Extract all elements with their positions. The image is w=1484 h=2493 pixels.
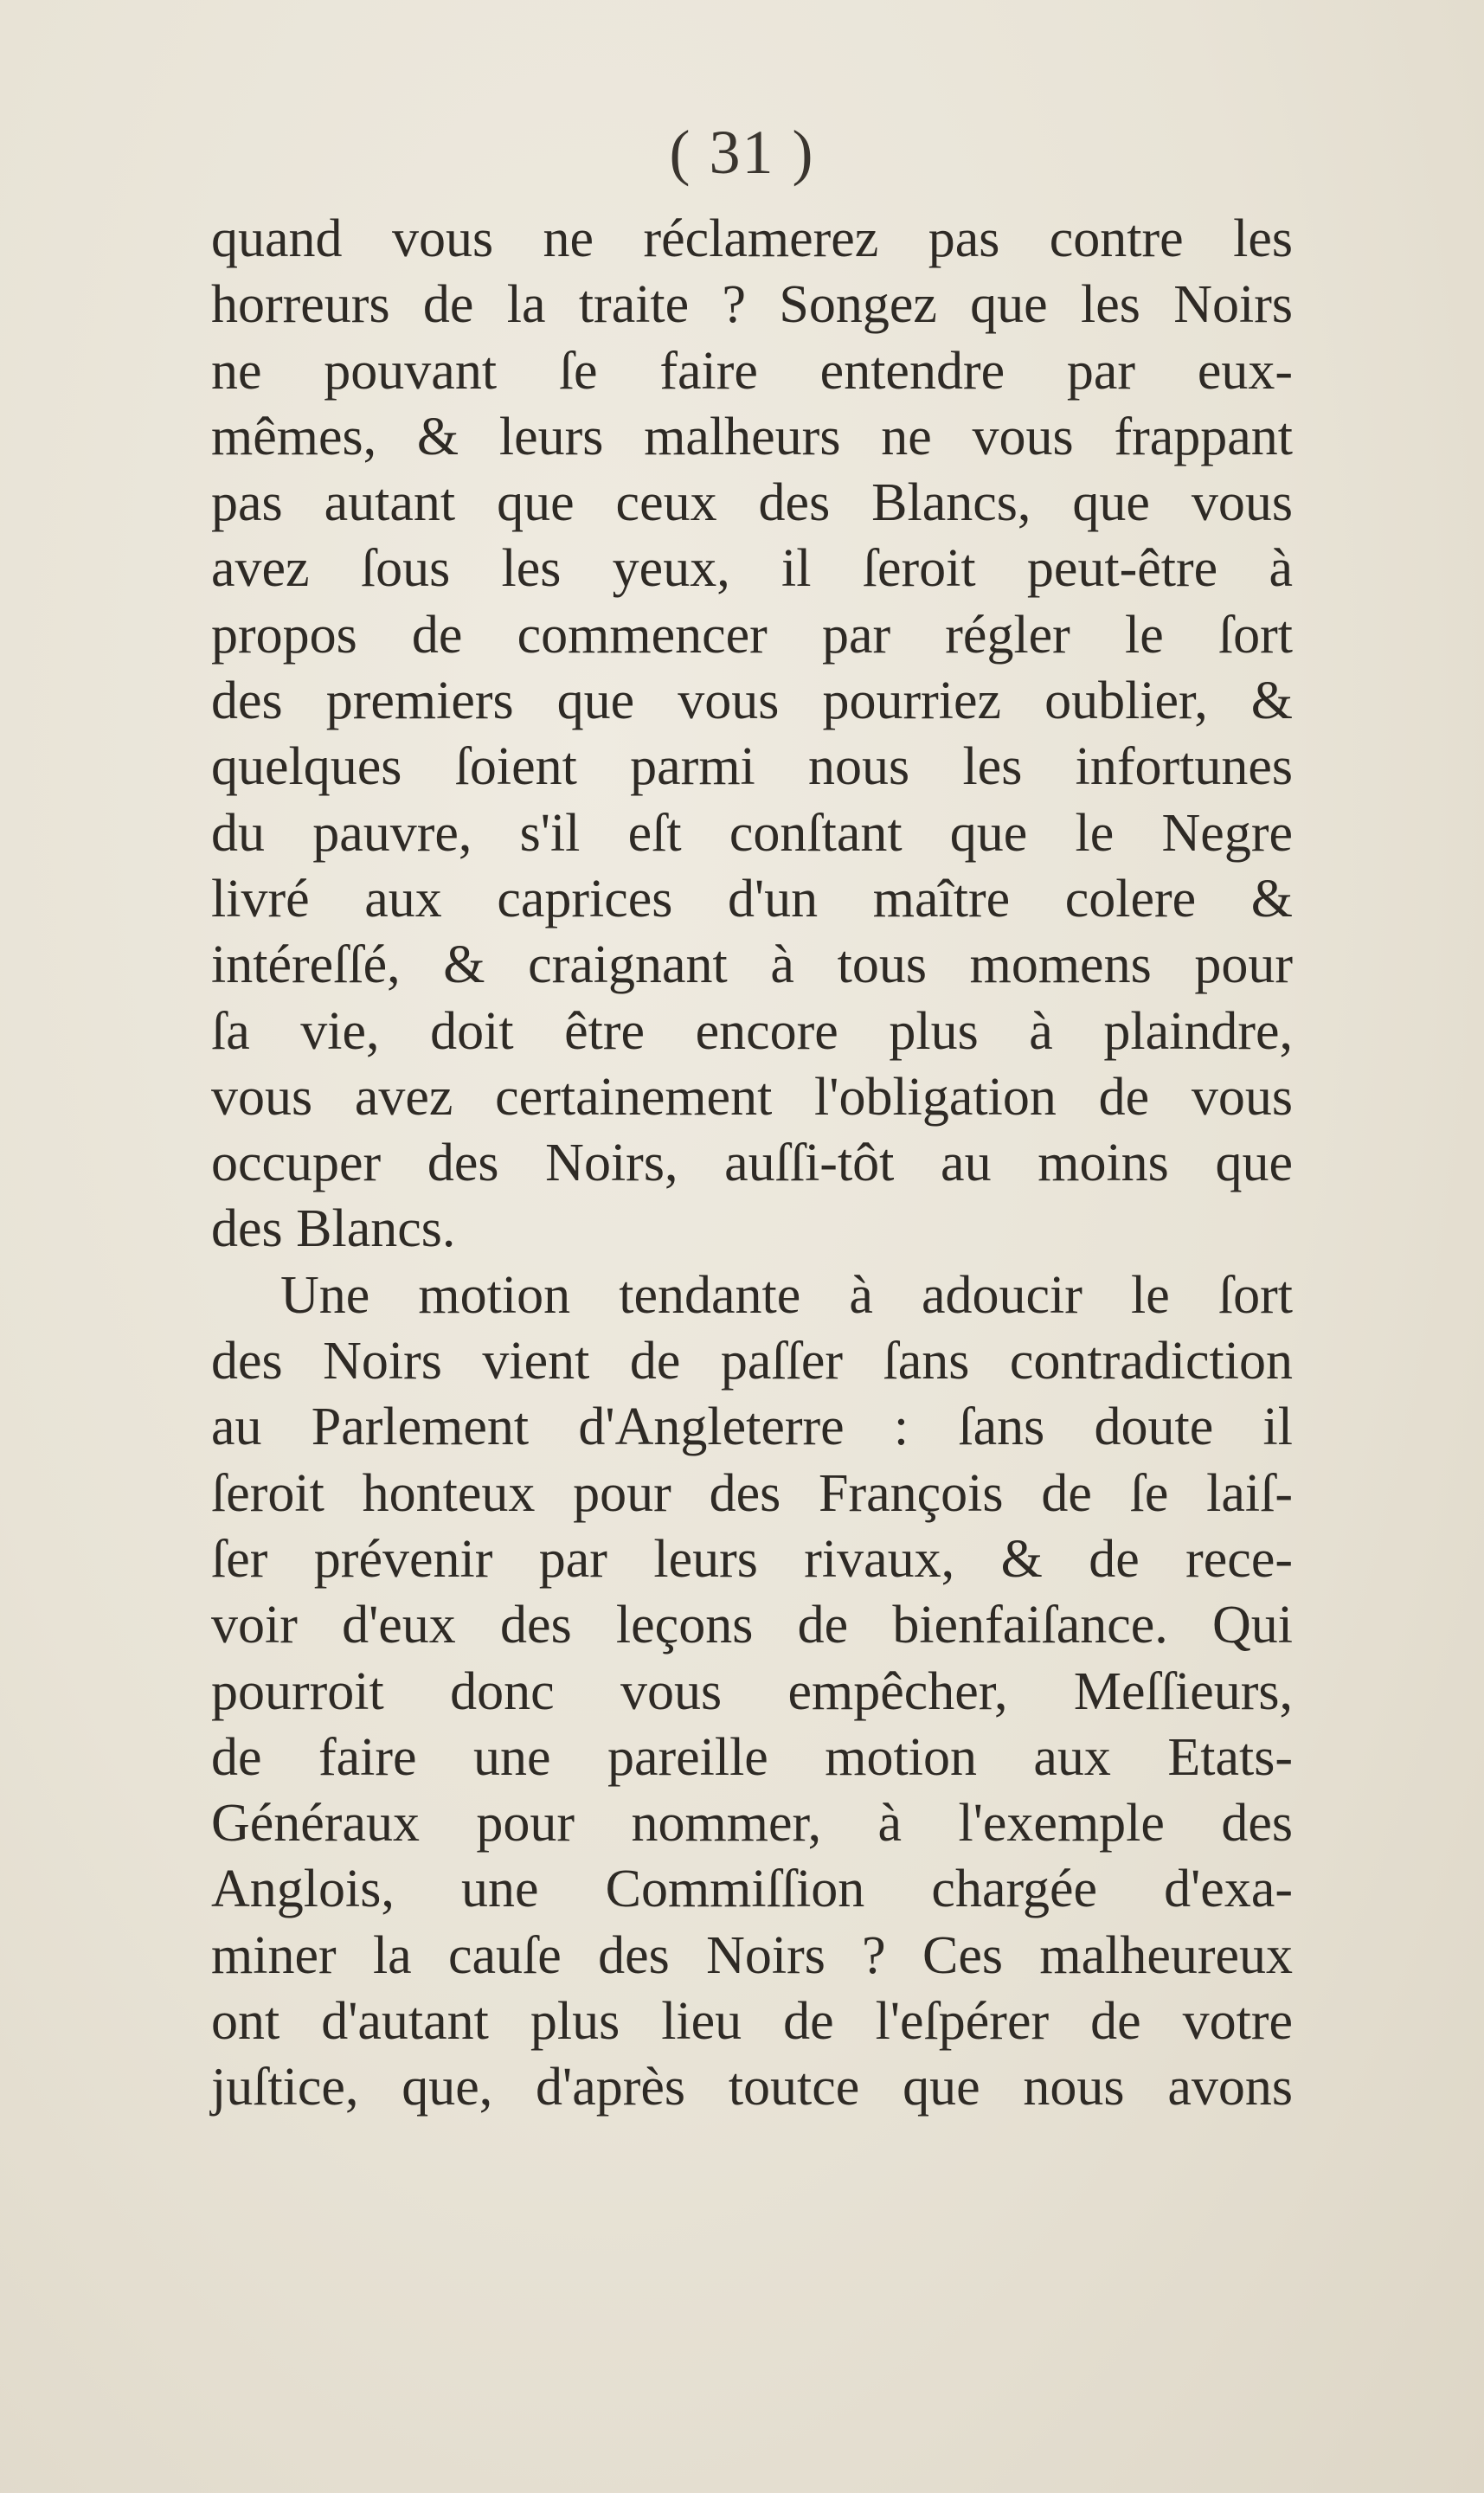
text-line-9: quelques ſoient parmi nous les infortunes xyxy=(211,737,1293,797)
text-line-7: propos de commencer par régler le ſort xyxy=(211,605,1293,665)
text-line-8: des premiers que vous pourriez oublier, & xyxy=(211,671,1293,731)
text-line-17: Une motion tendante à adoucir le ſort xyxy=(280,1265,1293,1325)
text-line-21: ſer prévenir par leurs rivaux, & de rece- xyxy=(211,1529,1293,1589)
text-line-1: quand vous ne réclamerez pas contre les xyxy=(211,209,1293,268)
text-line-18: des Noirs vient de paſſer ſans contradiction xyxy=(211,1332,1293,1391)
text-line-14: vous avez certainement l'obligation de vous xyxy=(211,1067,1293,1127)
text-line-2: horreurs de la traite ? Songez que les Noirs xyxy=(211,275,1293,335)
text-line-27: miner la cauſe des Noirs ? Ces malheureux xyxy=(211,1925,1293,1985)
text-line-5: pas autant que ceux des Blancs, que vous xyxy=(211,473,1293,533)
text-line-26: Anglois, une Commiſſion chargée d'exa- xyxy=(211,1860,1293,1919)
text-line-22: voir d'eux des leçons de bienfaiſance. Qui xyxy=(211,1596,1293,1655)
text-line-23: pourroit donc vous empêcher, Meſſieurs, xyxy=(211,1661,1293,1721)
text-line-3: ne pouvant ſe faire entendre par eux- xyxy=(211,341,1293,401)
text-line-24: de faire une pareille motion aux Etats- xyxy=(211,1727,1293,1787)
text-line-25: Généraux pour nommer, à l'exemple des xyxy=(211,1794,1293,1854)
text-line-16: des Blancs. xyxy=(211,1199,456,1259)
text-line-13: ſa vie, doit être encore plus à plaindre, xyxy=(211,1001,1293,1061)
text-line-19: au Parlement d'Angleterre : ſans doute il xyxy=(211,1397,1293,1457)
text-line-10: du pauvre, s'il eſt conſtant que le Negre xyxy=(211,803,1293,863)
text-line-15: occuper des Noirs, auſſi-tôt au moins que xyxy=(211,1134,1293,1193)
text-line-29: juſtice, que, d'après toutce que nous avons xyxy=(211,2058,1293,2117)
text-line-4: mêmes, & leurs malheurs ne vous frappant xyxy=(211,407,1293,466)
text-line-20: ſeroit honteux pour des François de ſe laiſ- xyxy=(211,1463,1293,1523)
text-line-28: ont d'autant plus lieu de l'eſpérer de votre xyxy=(211,1992,1293,2052)
text-line-6: avez ſous les yeux, il ſeroit peut-être à xyxy=(211,539,1293,599)
text-line-12: intéreſſé, & craignant à tous momens pour xyxy=(211,935,1293,995)
body-text xyxy=(211,206,1293,2121)
page-number: ( 31 ) xyxy=(669,118,815,187)
text-line-11: livré aux caprices d'un maître colere & xyxy=(211,869,1293,928)
